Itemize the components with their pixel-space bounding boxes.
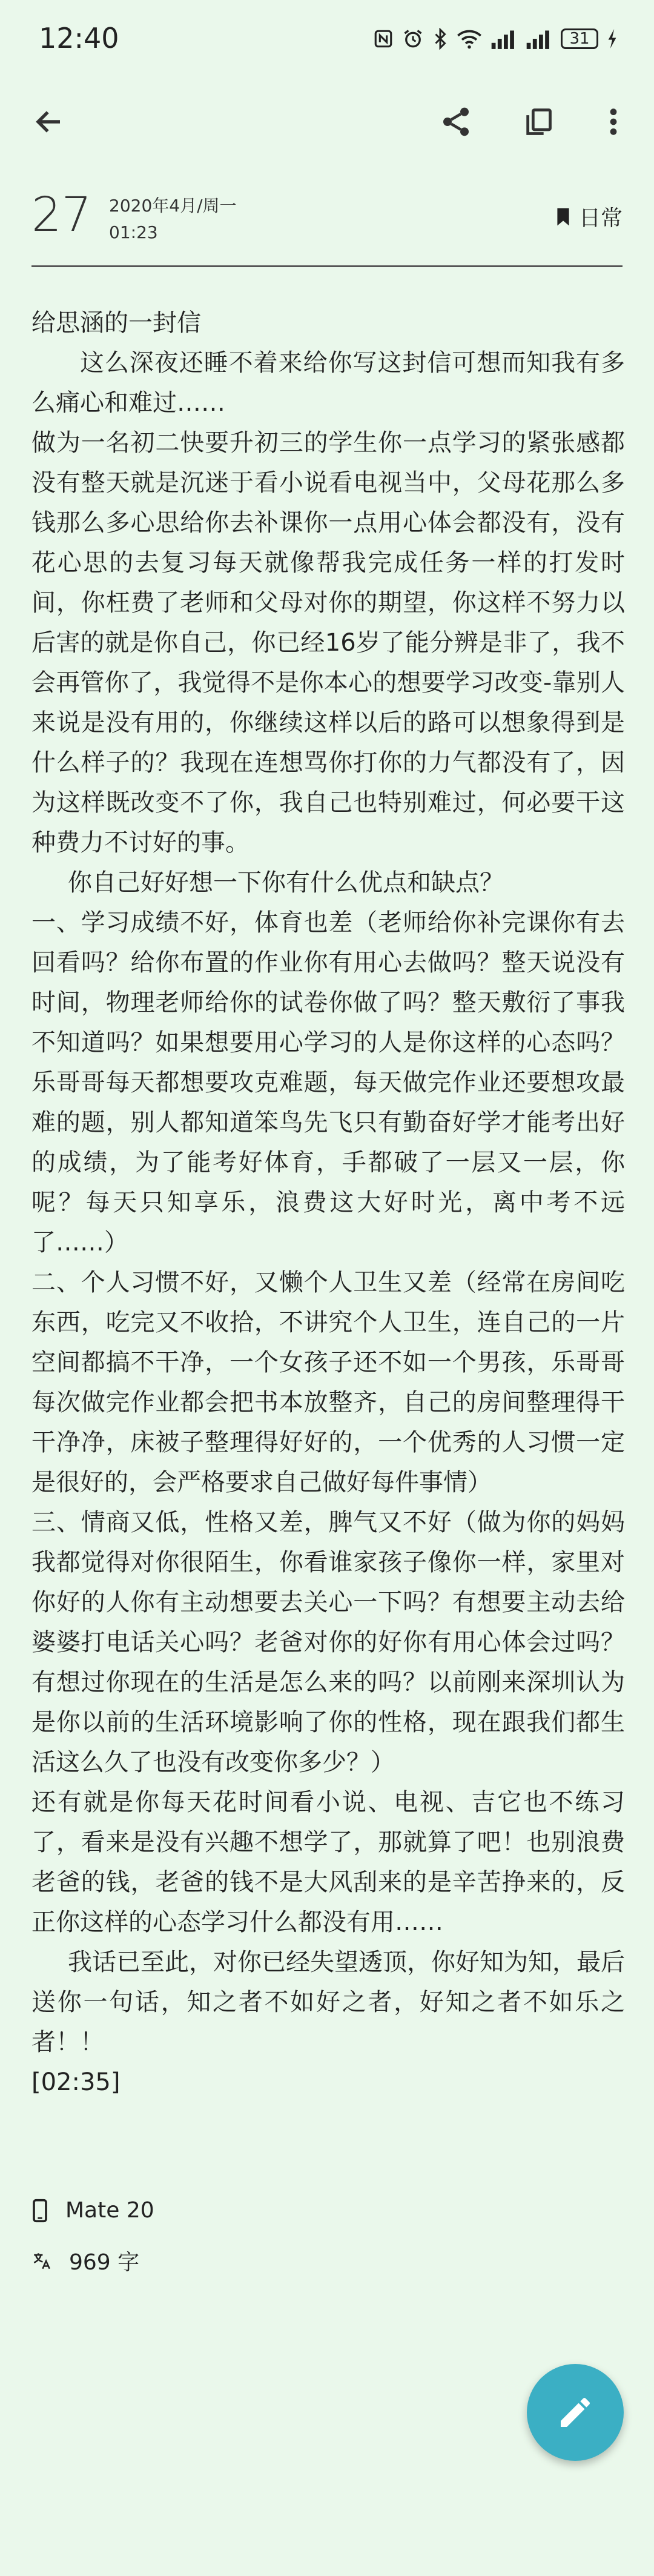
- bluetooth-icon: [432, 28, 448, 50]
- category-tag[interactable]: [556, 201, 623, 232]
- note-date-text: 2020年4月/周一: [109, 196, 237, 216]
- more-vert-icon: [601, 105, 626, 139]
- note-time-text: 01:23: [109, 222, 158, 242]
- note-paragraph: 二、个人习惯不好，又懒个人卫生又差（经常在房间吃东西，吃完又不收拾，不讲究个人卫生，连自己的一片空间都搞不干净，一个女孩子还不如一个男孩，乐哥哥每次做完作业都会把书本放整齐，自己的房间整理得干干净净，床被子整理得好好的，一个优秀的人习惯一定是很好的，会严格要求自己做好每件事情）: [31, 1269, 625, 1496]
- note-paragraph: 你自己好好想一下你有什么优点和缺点？: [68, 869, 504, 897]
- word-count-info: [31, 2245, 139, 2276]
- edit-pencil-icon: [556, 2393, 595, 2432]
- note-paragraph: 还有就是你每天花时间看小说、电视、吉它也不练习了，看来是没有兴趣不想学了，那就算了吧！也别浪费老爸的钱，老爸的钱不是大风刮来的是辛苦挣来的，反正你这样的心态学习什么都没有用……: [31, 1788, 625, 1936]
- more-options-button[interactable]: [592, 101, 635, 143]
- note-paragraph: 三、情商又低，性格又差，脾气又不好（做为你的妈妈我都觉得对你很陌生，你看谁家孩子像你一样，家里对你好的人你有主动想要去关心一下吗？有想要主动去给婆婆打电话关心吗？老爸对你的好你有用心体会过吗？有想过你现在的生活是怎么来的吗？以前刚来深圳认为是你以前的生活环境影响了你的性格，现在跟我们都生活这么久了也没有改变你多少？）: [31, 1509, 625, 1776]
- note-paragraph: [02:35]: [31, 2068, 121, 2096]
- top-toolbar: [0, 85, 654, 158]
- note-date: [109, 193, 237, 246]
- status-time: 12:40: [39, 22, 119, 55]
- note-day: 27: [31, 188, 92, 242]
- share-icon: [439, 105, 473, 139]
- back-button[interactable]: [28, 101, 70, 143]
- note-paragraph: 我话已至此，对你已经失望透顶，你好知为知，最后送你一句话，知之者不如好之者，好知之者不如乐之者！！: [31, 1948, 625, 2056]
- share-button[interactable]: [435, 101, 477, 143]
- bookmark-icon: [556, 207, 570, 227]
- copy-icon: [523, 106, 554, 138]
- note-paragraph: 这么深夜还睡不着来给你写这封信可想而知我有多么痛心和难过……: [31, 349, 625, 417]
- note-paragraph: 给思涵的一封信: [31, 309, 201, 337]
- nfc-icon: [373, 28, 394, 49]
- note-paragraph: 一、学习成绩不好，体育也差（老师给你补完课你有去回看吗？给你布置的作业你有用心去做吗？整天说没有时间，物理老师给你的试卷你做了吗？整天敷衍了事我不知道吗？如果想要用心学习的人是你这样的心态吗？乐哥哥每天都想要攻克难题，每天做完作业还要想攻最难的题，别人都知道笨鸟先飞只有勤奋好学才能考出好的成绩，为了能考好体育，手都破了一层又一层，你呢？每天只知享乐，浪费这大好时光，离中考不远了……）: [31, 909, 625, 1256]
- signal-icon-2: [526, 28, 552, 49]
- charging-icon: [607, 29, 618, 48]
- signal-icon-1: [490, 28, 517, 49]
- phone-icon: [31, 2199, 48, 2223]
- edit-fab-button[interactable]: [527, 2364, 624, 2461]
- note-content[interactable]: [31, 303, 625, 2102]
- copy-button[interactable]: [517, 101, 560, 143]
- status-icons: [373, 24, 618, 53]
- wifi-icon: [457, 28, 482, 49]
- status-bar: [0, 0, 654, 79]
- device-info: [31, 2198, 154, 2223]
- battery-indicator: 31: [561, 28, 598, 49]
- alarm-icon: [402, 28, 424, 50]
- header-divider: [31, 265, 623, 267]
- note-paragraph: 做为一名初二快要升初三的学生你一点学习的紧张感都没有整天就是沉迷于看小说看电视当中，父母花那么多钱那么多心思给你去补课你一点用心体会都没有，没有花心思的去复习每天就像帮我完成任务一样的打发时间，你枉费了老师和父母对你的期望，你这样不努力以后害的就是你自己，你已经16岁了能分辨是非了，我不会再管你了，我觉得不是你本心的想要学习改变-靠别人来说是没有用的，你继续这样以后的路可以想象得到是什么样子的？我现在连想骂你打你的力气都没有了，因为这样既改变不了你，我自己也特别难过，何必要干这种费力不讨好的事。: [31, 429, 625, 857]
- device-name: Mate 20: [65, 2198, 154, 2223]
- arrow-back-icon: [33, 105, 65, 138]
- word-count: 969 字: [69, 2250, 140, 2275]
- translate-icon: [31, 2251, 52, 2271]
- category-label: 日常: [578, 206, 623, 231]
